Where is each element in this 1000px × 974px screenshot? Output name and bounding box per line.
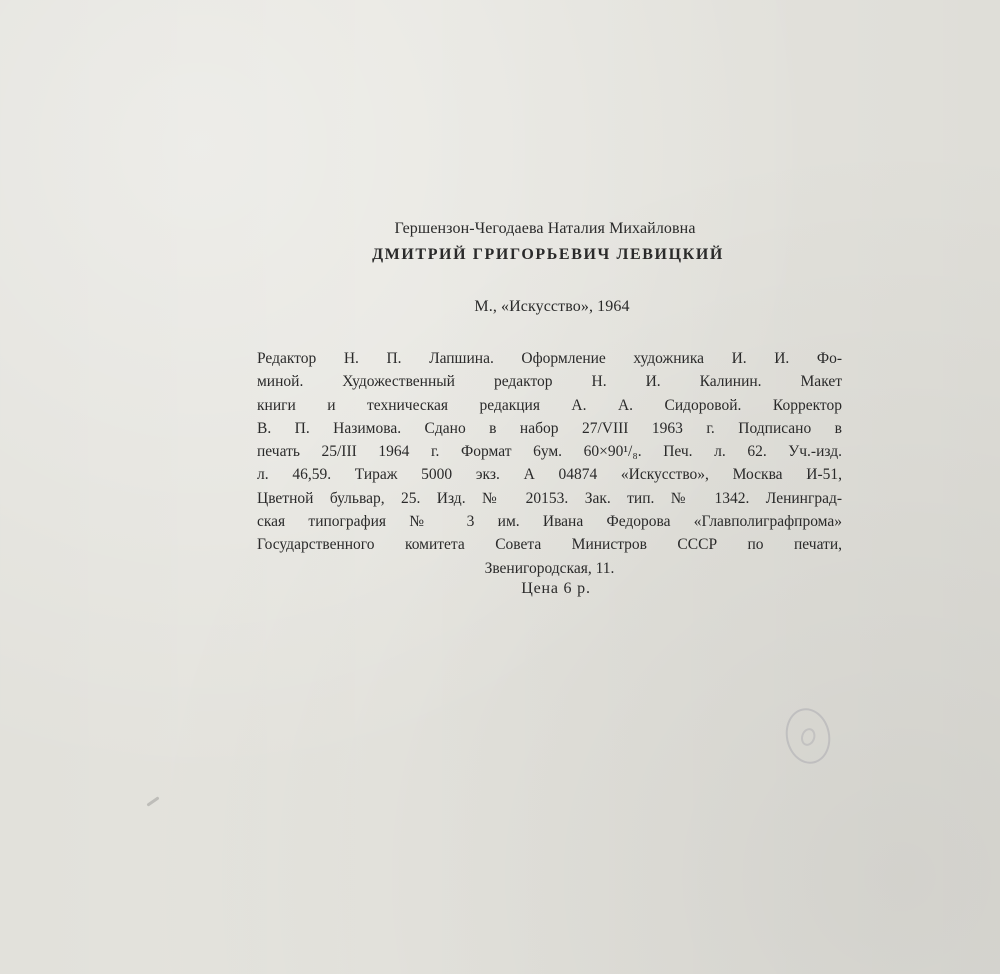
colophon-text	[257, 347, 842, 580]
colophon-line: ская типография № 3 им. Ивана Федорова «Главполиграфпрома»	[257, 513, 842, 531]
author-name: Гершензон-Чегодаева Наталия Михайловна	[394, 220, 696, 237]
colophon-line: Цветной бульвар, 25. Изд. № 20153. Зак. тип. № 1342. Ленинград-	[257, 489, 842, 507]
book-title: ДМИТРИЙ ГРИГОРЬЕВИЧ ЛЕВИЦКИЙ	[372, 246, 724, 263]
colophon-line: книги и техническая редакция А. А. Сидоровой. Корректор	[257, 396, 842, 414]
paper-speck	[146, 796, 159, 806]
colophon-line: В. П. Назимова. Сдано в набор 27/VIII 1963 г. Подписано в	[257, 419, 842, 437]
library-stamp-mark	[781, 704, 836, 768]
colophon-line: печать 25/III 1964 г. Формат 6ум. 60×90¹/₈. Печ. л. 62. Уч.-изд.	[257, 443, 842, 461]
colophon-line: Редактор Н. П. Лапшина. Оформление художника И. И. Фо-	[257, 350, 842, 367]
colophon-line: л. 46,59. Тираж 5000 экз. А 04874 «Искусство», Москва И-51,	[257, 466, 842, 484]
publisher-imprint: М., «Искусство», 1964	[474, 298, 630, 315]
colophon-line: Звенигородская, 11.	[484, 559, 615, 577]
price-label: Цена 6 р.	[521, 580, 591, 597]
colophon-line: миной. Художественный редактор Н. И. Калинин. Макет	[257, 373, 842, 391]
colophon-line: Государственного комитета Совета Министров СССР по печати,	[257, 536, 842, 554]
